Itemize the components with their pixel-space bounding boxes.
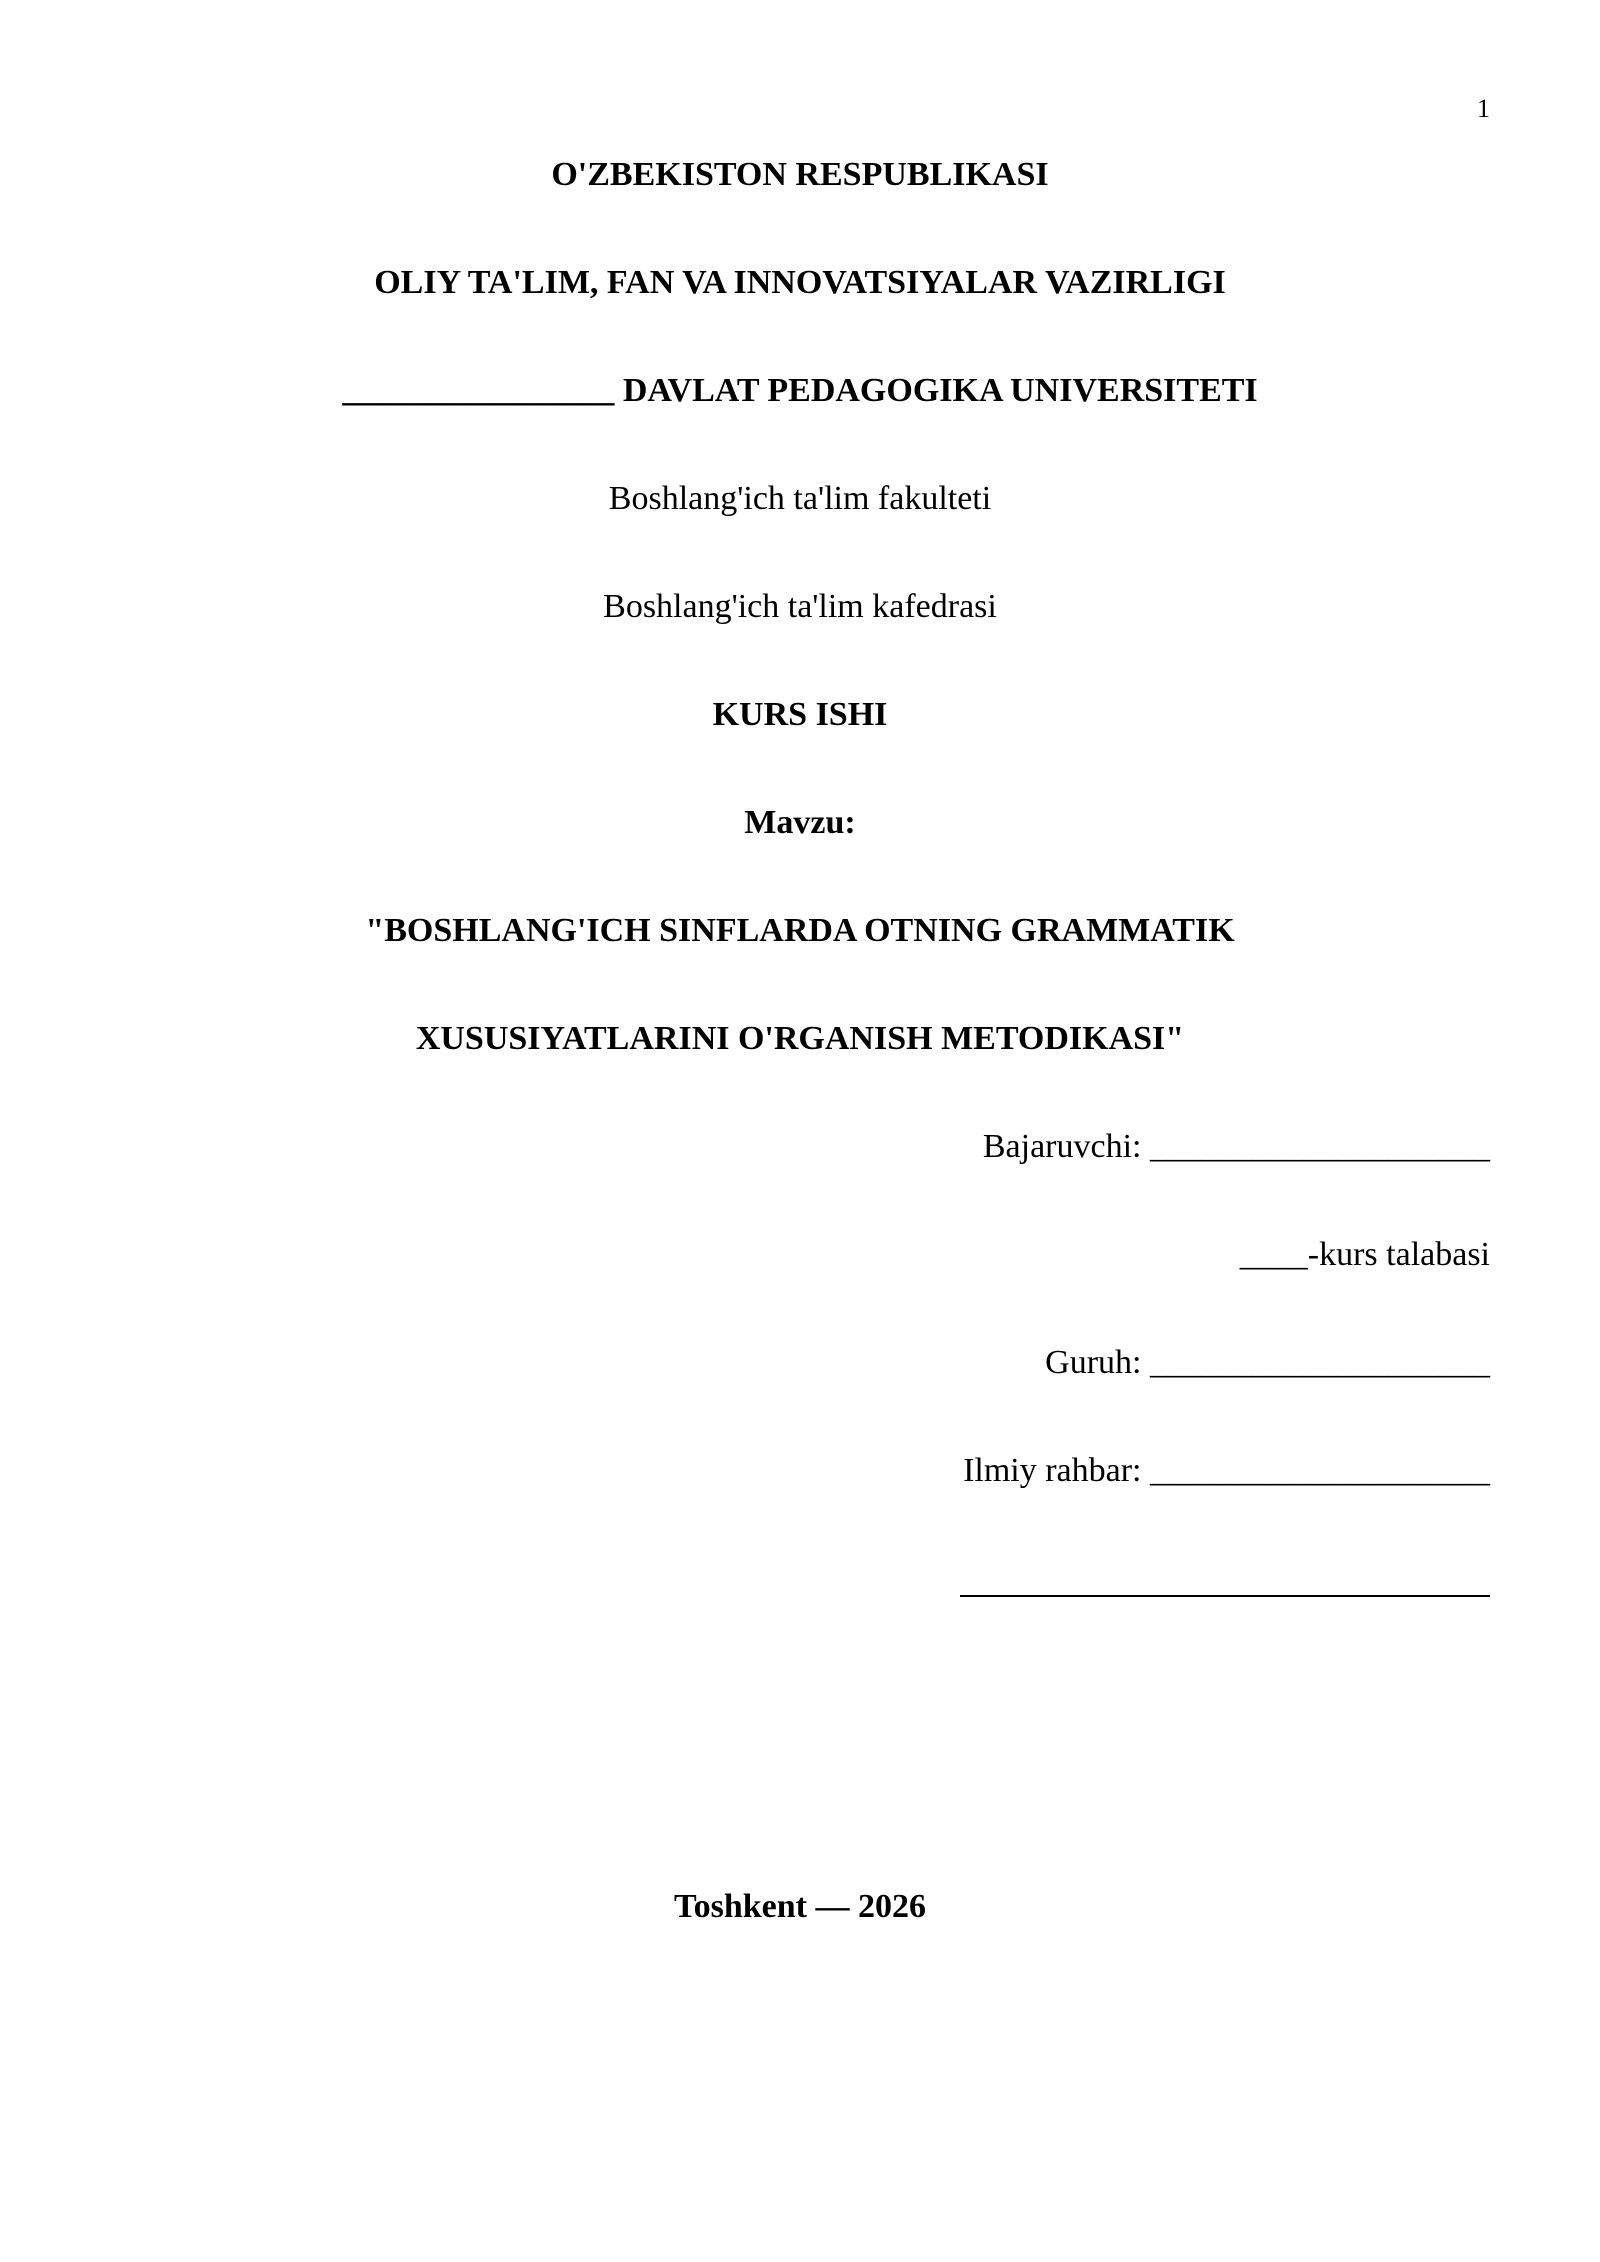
signature-blank-line	[960, 1595, 1490, 1597]
group-field: Guruh: ____________________	[1045, 1344, 1490, 1381]
ministry-heading: OLIY TA'LIM, FAN VA INNOVATSIYALAR VAZIRLIGI	[374, 264, 1226, 301]
executor-field: Bajaruvchi: ____________________	[982, 1128, 1490, 1165]
supervisor-field: Ilmiy rahbar: ____________________	[963, 1452, 1490, 1489]
department-name: Boshlang'ich ta'lim kafedrasi	[603, 588, 997, 625]
course-field: ____-kurs talabasi	[1239, 1236, 1490, 1273]
university-heading: ________________ DAVLAT PEDAGOGIKA UNIVERSITETI	[342, 372, 1258, 409]
faculty-name: Boshlang'ich ta'lim fakulteti	[608, 480, 992, 517]
city-year-footer: Toshkent — 2026	[674, 1888, 926, 1925]
work-type-title: KURS ISHI	[712, 696, 888, 733]
page-number: 1	[1477, 94, 1490, 123]
topic-label: Mavzu:	[744, 804, 856, 841]
topic-title-line-2: XUSUSIYATLARINI O'RGANISH METODIKASI"	[415, 1020, 1185, 1057]
country-heading: O'ZBEKISTON RESPUBLIKASI	[551, 156, 1049, 193]
topic-title-line-1: "BOSHLANG'ICH SINFLARDA OTNING GRAMMATIK	[365, 912, 1235, 949]
